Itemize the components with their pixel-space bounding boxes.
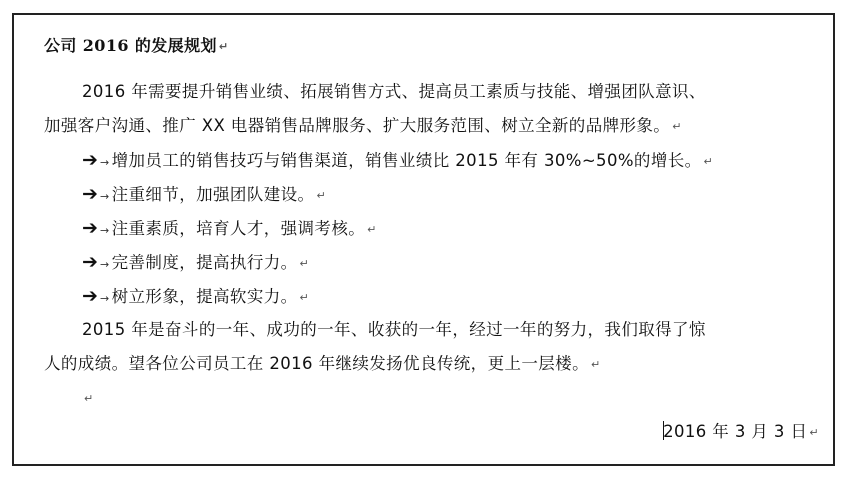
arrow-bullet-icon: ➔ bbox=[82, 251, 99, 273]
tab-mark-icon: → bbox=[100, 292, 110, 305]
arrow-bullet-icon: ➔ bbox=[82, 149, 99, 171]
document-body[interactable] bbox=[44, 29, 819, 449]
paragraph-1-line-2 bbox=[44, 109, 819, 143]
tab-mark-icon: → bbox=[100, 224, 110, 237]
paragraph-mark-icon: ↵ bbox=[809, 426, 819, 439]
paragraph-mark-icon: ↵ bbox=[703, 155, 714, 168]
arrow-bullet-icon: ➔ bbox=[82, 217, 99, 239]
paragraph-mark-icon: ↵ bbox=[316, 189, 327, 202]
bullet-text: 增加员工的销售技巧与销售渠道，销售业绩比 2015 年有 30%~50%的增长。 bbox=[111, 151, 702, 170]
paragraph-1-text-1: 2016 年需要提升销售业绩、拓展销售方式、提高员工素质与技能、增强团队意识、 bbox=[82, 82, 706, 101]
bullet-item bbox=[44, 143, 819, 177]
document-title: 公司 2016 的发展规划 bbox=[44, 36, 217, 55]
bullet-text: 树立形象，提高软实力。 bbox=[111, 287, 298, 306]
paragraph-1-text-2: 加强客户沟通、推广 XX 电器销售品牌服务、扩大服务范围、树立全新的品牌形象。 bbox=[44, 116, 671, 135]
document-date: 2016 年 3 月 3 日 bbox=[663, 422, 808, 441]
paragraph-2-line-1 bbox=[44, 313, 819, 347]
tab-mark-icon: → bbox=[100, 156, 110, 169]
bullet-text: 完善制度，提高执行力。 bbox=[111, 253, 298, 272]
document-title-line bbox=[44, 29, 819, 63]
paragraph-mark-icon: ↵ bbox=[367, 223, 377, 236]
tab-mark-icon: → bbox=[100, 258, 110, 271]
arrow-bullet-icon: ➔ bbox=[82, 285, 99, 307]
tab-mark-icon: → bbox=[100, 190, 110, 203]
paragraph-mark-icon: ↵ bbox=[84, 392, 94, 405]
paragraph-mark-icon: ↵ bbox=[590, 358, 601, 371]
paragraph-2-line-2 bbox=[44, 347, 819, 381]
bullet-item bbox=[44, 245, 819, 279]
paragraph-mark-icon: ↵ bbox=[299, 257, 310, 270]
arrow-bullet-icon: ➔ bbox=[82, 183, 99, 205]
paragraph-mark-icon: ↵ bbox=[299, 291, 310, 304]
paragraph-1-line-1 bbox=[44, 75, 819, 109]
bullet-text: 注重细节，加强团队建设。 bbox=[111, 185, 315, 204]
bullet-item bbox=[44, 279, 819, 313]
empty-paragraph bbox=[44, 381, 819, 415]
paragraph-2-text-1: 2015 年是奋斗的一年、成功的一年、收获的一年，经过一年的努力，我们取得了惊 bbox=[82, 320, 706, 339]
paragraph-mark-icon: ↵ bbox=[218, 40, 229, 53]
paragraph-2-text-2: 人的成绩。望各位公司员工在 2016 年继续发扬优良传统，更上一层楼。 bbox=[44, 354, 589, 373]
bullet-text: 注重素质，培育人才，强调考核。 bbox=[111, 219, 366, 238]
bullet-item bbox=[44, 177, 819, 211]
bullet-item bbox=[44, 211, 819, 245]
document-page bbox=[12, 13, 835, 466]
date-line bbox=[44, 415, 819, 449]
paragraph-mark-icon: ↵ bbox=[672, 120, 682, 133]
